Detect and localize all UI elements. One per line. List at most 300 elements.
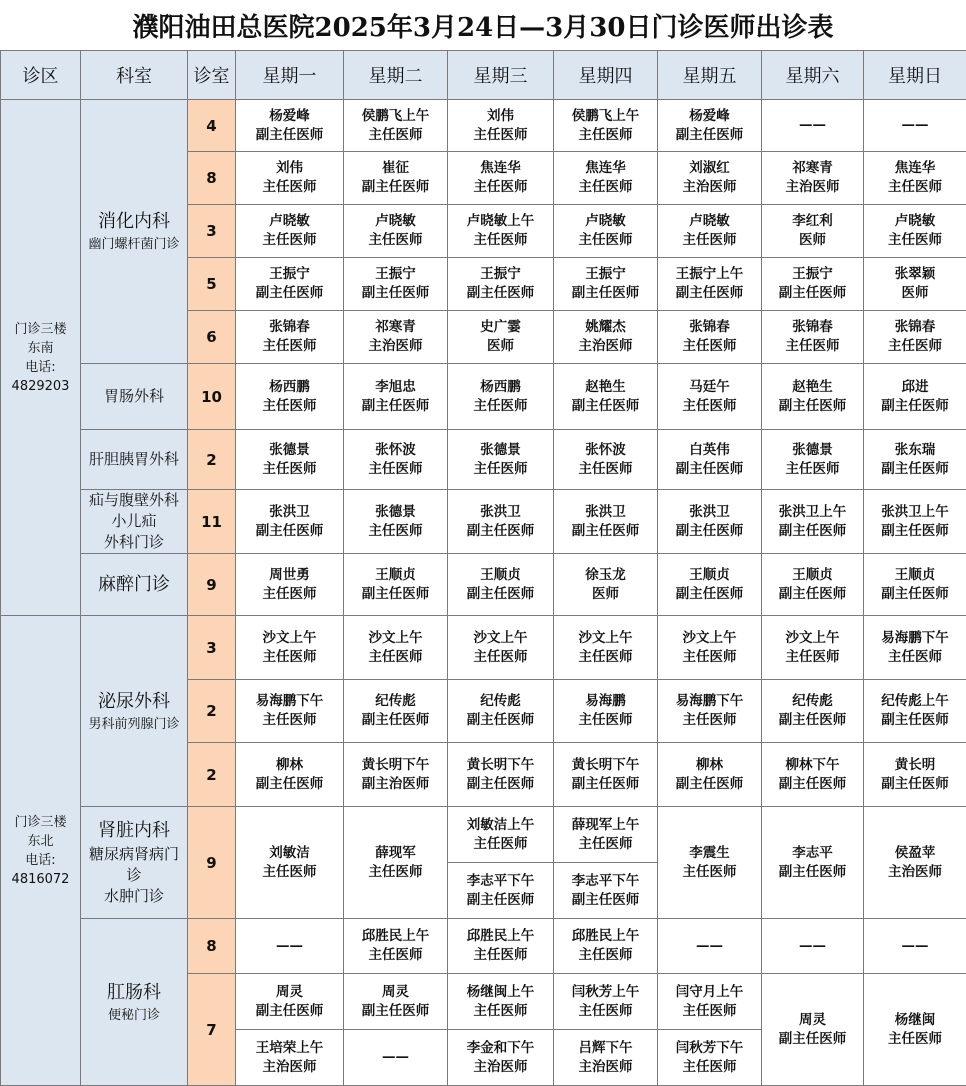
room-number: 6 (188, 311, 236, 364)
doctor-cell (762, 364, 864, 430)
doctor-name: 邱胜民上午 (466, 928, 535, 944)
doctor-cell (448, 205, 554, 258)
doctor-cell (448, 364, 554, 430)
dept-cell (81, 919, 188, 1086)
doctor-name: 周灵 (799, 1011, 826, 1028)
doctor-name: —— (901, 117, 929, 133)
doctor-name: 祁寒青 (375, 319, 416, 335)
page-title: 濮阳油田总医院2025年3月24日—3月30日门诊医师出诊表 (132, 12, 834, 43)
doctor-title: 主任医师 (473, 1002, 528, 1019)
doctor-cell (236, 364, 344, 430)
dept-name: 胃肠外科 (103, 387, 164, 405)
doctor-cell (864, 152, 966, 205)
doctor-cell (554, 616, 658, 680)
doctor-cell (658, 680, 762, 743)
doctor-cell (344, 490, 448, 554)
doctor-cell (864, 974, 966, 1086)
doctor-title: 主治医师 (262, 1058, 317, 1075)
doctor-name: 刘伟 (487, 107, 514, 124)
doctor-cell (236, 490, 344, 554)
doctor-cell (658, 152, 762, 205)
doctor-title: 主任医师 (888, 1030, 942, 1047)
doctor-title: 主治医师 (682, 179, 737, 195)
doctor-name: 黄长明下午 (571, 756, 640, 773)
doctor-name: 崔征 (382, 160, 409, 176)
doctor-title: 主任医师 (578, 179, 633, 195)
doctor-title: 主任医师 (682, 648, 737, 665)
doctor-name: 王顺贞 (480, 566, 521, 583)
doctor-cell (658, 1030, 762, 1086)
doctor-name: 张怀波 (375, 441, 416, 458)
doctor-name: 闫秋芳上午 (571, 983, 640, 1000)
doctor-name: 李旭忠 (375, 378, 416, 395)
doctor-name: 张洪卫上午 (881, 503, 949, 520)
doctor-cell (344, 364, 448, 430)
doctor-name: 白英伟 (689, 441, 730, 458)
doctor-cell (448, 743, 554, 807)
doctor-name: 侯鹏飞上午 (361, 107, 430, 124)
doctor-name: —— (799, 937, 826, 954)
doctor-name: 张洪卫 (689, 503, 730, 520)
doctor-name: 杨爱峰 (689, 107, 730, 124)
doctor-cell (762, 205, 864, 258)
area-line: 东北 (27, 833, 54, 849)
doctor-name: 纪传彪 (375, 693, 416, 709)
table-row (1, 100, 966, 152)
doctor-name: 杨西鹏 (480, 378, 521, 395)
room-number: 8 (188, 919, 236, 974)
doctor-name: —— (799, 117, 826, 133)
doctor-title: 主任医师 (682, 338, 737, 354)
doctor-name: 易海鹏下午 (881, 629, 949, 646)
column-header: 星期三 (448, 51, 554, 100)
doctor-name: 周灵 (382, 983, 409, 1000)
dept-name: 肾脏内科 (98, 820, 170, 841)
doctor-cell (236, 919, 344, 974)
doctor-name: 王振宁 (480, 266, 521, 282)
doctor-name: 张锦春 (269, 319, 310, 335)
doctor-cell (554, 743, 658, 807)
doctor-title: 副主任医师 (361, 397, 430, 414)
room-number: 7 (188, 974, 236, 1086)
doctor-name: 张德景 (480, 441, 521, 458)
doctor-cell (554, 490, 658, 554)
doctor-name: 卢晓敏上午 (466, 213, 535, 229)
doctor-cell (344, 616, 448, 680)
doctor-cell (236, 974, 344, 1030)
doctor-name: 纪传彪 (480, 693, 521, 709)
doctor-name: 李震生 (689, 844, 730, 861)
doctor-name: 卢晓敏 (375, 213, 416, 229)
doctor-name: 闫守月上午 (675, 983, 744, 1000)
doctor-cell (448, 258, 554, 311)
doctor-title: 副主任医师 (571, 522, 640, 539)
doctor-title: 副主任医师 (361, 1002, 430, 1019)
doctor-cell (762, 807, 864, 919)
doctor-cell (864, 554, 966, 616)
dept-name: 麻醉门诊 (98, 573, 170, 595)
doctor-title: 主任医师 (785, 460, 840, 477)
doctor-cell (864, 743, 966, 807)
doctor-cell (762, 311, 864, 364)
doctor-cell (344, 919, 448, 974)
doctor-cell (554, 100, 658, 152)
doctor-cell (344, 258, 448, 311)
dept-sub: 便秘门诊 (107, 1007, 160, 1023)
doctor-title: 副主任医师 (778, 522, 847, 539)
doctor-cell (658, 311, 762, 364)
doctor-title: 副主任医师 (466, 585, 535, 602)
doctor-name: 沙文上午 (578, 629, 633, 646)
doctor-name: 李志平下午 (571, 872, 640, 889)
dept-cell (81, 490, 188, 554)
doctor-cell (236, 258, 344, 311)
doctor-name: 沙文上午 (368, 629, 423, 646)
doctor-cell (554, 680, 658, 743)
doctor-title: 主任医师 (262, 397, 317, 414)
doctor-name: 焦连华 (585, 160, 626, 176)
doctor-name: 张德景 (375, 503, 416, 520)
doctor-cell (864, 616, 966, 680)
doctor-cell (864, 490, 966, 554)
doctor-name: 柳林 (696, 756, 723, 773)
doctor-title: 主任医师 (682, 1058, 737, 1075)
doctor-title: 副主任医师 (571, 891, 640, 908)
column-header: 星期五 (658, 51, 762, 100)
area-line: 4829203 (11, 378, 70, 394)
doctor-cell (344, 807, 448, 919)
doctor-title: 副主任医师 (361, 712, 430, 728)
doctor-name: 易海鹏 (585, 693, 626, 709)
doctor-cell (344, 680, 448, 743)
room-number: 11 (188, 490, 236, 554)
doctor-name: 张锦春 (689, 319, 730, 335)
doctor-title: 副主任医师 (675, 522, 744, 539)
doctor-cell (554, 919, 658, 974)
doctor-cell (448, 554, 554, 616)
doctor-name: —— (901, 937, 929, 954)
doctor-title: 主治医师 (578, 338, 633, 354)
doctor-title: 主任医师 (262, 460, 317, 477)
doctor-title: 主任医师 (888, 179, 942, 195)
dept-name: 肝胆胰胃外科 (88, 450, 179, 468)
doctor-name: 黄长明 (894, 756, 936, 773)
doctor-cell (658, 743, 762, 807)
doctor-name: 邱胜民上午 (571, 928, 640, 944)
doctor-cell (448, 863, 554, 919)
doctor-name: 张东瑞 (894, 441, 936, 458)
doctor-name: 王振宁 (375, 266, 416, 282)
doctor-name: 李金和下午 (466, 1039, 535, 1056)
doctor-title: 医师 (487, 338, 514, 354)
doctor-name: 侯盈苹 (894, 844, 936, 861)
doctor-cell (658, 554, 762, 616)
doctor-name: 柳林 (276, 756, 303, 773)
doctor-cell (344, 974, 448, 1030)
doctor-cell (236, 100, 344, 152)
doctor-name: 张洪卫 (585, 503, 626, 520)
doctor-title: 主任医师 (682, 1002, 737, 1019)
doctor-title: 主任医师 (368, 648, 423, 665)
doctor-cell (864, 807, 966, 919)
area-line: 东南 (27, 340, 54, 356)
doctor-cell (448, 919, 554, 974)
doctor-title: 副主任医师 (466, 712, 535, 728)
doctor-title: 主任医师 (578, 460, 633, 477)
doctor-title: 主任医师 (578, 232, 633, 248)
doctor-name: —— (276, 937, 303, 954)
doctor-title: 副主任医师 (881, 775, 949, 792)
doctor-cell (448, 490, 554, 554)
doctor-title: 副主任医师 (361, 285, 430, 301)
column-header: 科室 (81, 51, 188, 100)
doctor-title: 主任医师 (578, 712, 633, 728)
doctor-name: 黄长明下午 (361, 756, 430, 773)
doctor-cell (554, 863, 658, 919)
doctor-title: 主治医师 (785, 179, 840, 195)
doctor-title: 主任医师 (368, 460, 423, 477)
doctor-title: 副主任医师 (466, 891, 535, 908)
doctor-title: 副主任医师 (675, 285, 744, 301)
doctor-name: 张怀波 (585, 441, 626, 458)
doctor-title: 主任医师 (262, 648, 317, 665)
doctor-title: 副主任医师 (255, 522, 324, 539)
table-row (1, 554, 966, 616)
doctor-name: 焦连华 (894, 160, 936, 176)
doctor-name: 纪传彪 (792, 693, 833, 709)
doctor-name: 邱进 (901, 378, 929, 395)
doctor-name: 易海鹏下午 (255, 693, 324, 709)
doctor-cell (864, 258, 966, 311)
dept-cell (81, 807, 188, 919)
doctor-title: 副主任医师 (778, 712, 847, 728)
doctor-cell (236, 680, 344, 743)
schedule-table (0, 50, 966, 1086)
doctor-cell (448, 311, 554, 364)
dept-cell (81, 616, 188, 807)
room-number: 2 (188, 680, 236, 743)
doctor-name: 刘敏洁 (269, 844, 310, 861)
column-header: 星期一 (236, 51, 344, 100)
doctor-cell (236, 554, 344, 616)
doctor-cell (554, 152, 658, 205)
doctor-name: 赵艳生 (585, 378, 626, 395)
column-header: 诊室 (188, 51, 236, 100)
doctor-title: 主任医师 (262, 338, 317, 354)
doctor-cell (658, 430, 762, 490)
doctor-name: 王振宁 (269, 266, 310, 282)
doctor-name: 焦连华 (480, 160, 521, 176)
doctor-cell (554, 258, 658, 311)
doctor-title: 副主任医师 (361, 179, 430, 195)
doctor-name: 张洪卫 (480, 503, 521, 520)
room-number: 2 (188, 743, 236, 807)
doctor-name: 张德景 (792, 441, 833, 458)
doctor-name: 卢晓敏 (689, 213, 730, 229)
doctor-title: 主任医师 (262, 585, 317, 602)
area-line: 电话: (25, 852, 56, 868)
doctor-name: 卢晓敏 (585, 213, 626, 229)
doctor-cell (236, 205, 344, 258)
doctor-cell (864, 311, 966, 364)
doctor-name: 沙文上午 (262, 629, 317, 646)
doctor-title: 副主任医师 (675, 775, 744, 792)
doctor-title: 主任医师 (473, 397, 528, 414)
doctor-name: 周灵 (276, 983, 303, 1000)
doctor-cell (554, 974, 658, 1030)
doctor-cell (344, 100, 448, 152)
doctor-name: 王顺贞 (792, 566, 833, 583)
doctor-name: 张翠颖 (894, 266, 936, 282)
doctor-title: 主治医师 (578, 1058, 633, 1075)
doctor-name: 王顺贞 (894, 566, 936, 583)
doctor-cell (344, 743, 448, 807)
doctor-cell (344, 554, 448, 616)
doctor-name: 王顺贞 (375, 566, 416, 583)
doctor-title: 副主任医师 (675, 460, 744, 477)
doctor-name: 邱胜民上午 (361, 928, 430, 944)
doctor-name: 杨爱峰 (269, 107, 310, 124)
doctor-name: 沙文上午 (785, 629, 840, 646)
doctor-cell (448, 807, 554, 863)
doctor-title: 主任医师 (473, 232, 528, 248)
doctor-name: 王振宁 (585, 266, 626, 282)
doctor-cell (658, 100, 762, 152)
dept-cell (81, 430, 188, 490)
doctor-cell (236, 311, 344, 364)
doctor-cell (448, 616, 554, 680)
dept-sub: 男科前列腺门诊 (88, 716, 180, 732)
dept-sub: 幽门螺杆菌门诊 (88, 237, 180, 252)
doctor-title: 副主任医师 (881, 712, 949, 728)
doctor-cell (554, 311, 658, 364)
doctor-name: 王顺贞 (689, 566, 730, 583)
room-number: 8 (188, 152, 236, 205)
doctor-cell (554, 1030, 658, 1086)
dept-sub: 诊 (126, 866, 142, 884)
doctor-name: 易海鹏下午 (675, 693, 744, 709)
doctor-title: 副主任医师 (675, 585, 744, 602)
doctor-cell (554, 554, 658, 616)
doctor-name: 张洪卫 (269, 503, 310, 520)
doctor-name: 史广霎 (480, 319, 521, 335)
doctor-name: 刘淑红 (689, 160, 730, 176)
doctor-title: 副主任医师 (466, 775, 535, 792)
doctor-cell (236, 616, 344, 680)
room-number: 3 (188, 205, 236, 258)
doctor-name: 赵艳生 (792, 378, 833, 395)
doctor-cell (762, 919, 864, 974)
dept-name: 肛肠科 (107, 981, 161, 1003)
doctor-cell (658, 490, 762, 554)
doctor-title: 副主任医师 (571, 285, 640, 301)
doctor-name: 张德景 (269, 441, 310, 458)
doctor-cell (762, 974, 864, 1086)
doctor-title: 主任医师 (473, 126, 528, 143)
doctor-title: 副主治医师 (361, 775, 430, 792)
doctor-title: 副主任医师 (255, 1002, 324, 1019)
doctor-title: 主任医师 (578, 835, 633, 852)
doctor-title: 主任医师 (262, 232, 317, 248)
doctor-title: 副主任医师 (778, 775, 847, 792)
doctor-title: 主任医师 (578, 947, 633, 963)
doctor-cell (344, 430, 448, 490)
doctor-cell (864, 430, 966, 490)
doctor-title: 主任医师 (262, 863, 317, 880)
doctor-cell (344, 1030, 448, 1086)
doctor-cell (762, 430, 864, 490)
doctor-title: 主任医师 (785, 648, 840, 665)
doctor-cell (554, 807, 658, 863)
doctor-cell (554, 364, 658, 430)
doctor-name: 李志平 (792, 844, 833, 861)
column-header: 星期六 (762, 51, 864, 100)
doctor-title: 副主任医师 (881, 397, 949, 414)
doctor-title: 副主任医师 (778, 585, 847, 602)
dept-name: 小儿疝 (111, 512, 157, 530)
doctor-cell (236, 430, 344, 490)
doctor-title: 医师 (592, 585, 619, 602)
area-cell (1, 100, 81, 616)
doctor-cell (864, 100, 966, 152)
area-line: 电话: (25, 359, 56, 375)
doctor-name: 李红利 (792, 213, 833, 229)
doctor-name: 纪传彪上午 (881, 693, 949, 709)
doctor-title: 主任医师 (368, 947, 423, 963)
doctor-title: 副主任医师 (675, 126, 744, 143)
dept-name: 外科门诊 (103, 533, 164, 551)
doctor-cell (762, 258, 864, 311)
doctor-title: 副主任医师 (778, 397, 847, 414)
doctor-cell (236, 1030, 344, 1086)
doctor-title: 副主任医师 (466, 285, 535, 301)
doctor-cell (658, 258, 762, 311)
doctor-title: 主任医师 (888, 232, 942, 248)
doctor-name: 闫秋芳下午 (675, 1039, 744, 1056)
doctor-name: 徐玉龙 (585, 566, 626, 583)
doctor-title: 副主任医师 (466, 522, 535, 539)
doctor-title: 主治医师 (368, 338, 423, 354)
doctor-cell (344, 152, 448, 205)
column-header: 诊区 (1, 51, 81, 100)
doctor-name: —— (382, 1049, 409, 1065)
area-cell (1, 616, 81, 1086)
doctor-title: 副主任医师 (571, 775, 640, 792)
doctor-cell (236, 152, 344, 205)
doctor-title: 主任医师 (262, 712, 317, 728)
doctor-name: 周世勇 (269, 566, 310, 583)
table-row (1, 616, 966, 680)
doctor-cell (236, 743, 344, 807)
doctor-title: 主任医师 (578, 126, 633, 143)
doctor-title: 医师 (799, 232, 826, 248)
doctor-name: 李志平下午 (466, 872, 535, 889)
doctor-title: 副主任医师 (571, 397, 640, 414)
doctor-name: 张洪卫上午 (778, 503, 847, 520)
doctor-title: 副主任医师 (255, 775, 324, 792)
doctor-title: 主任医师 (473, 179, 528, 195)
dept-sub: 水肿门诊 (103, 887, 164, 905)
doctor-name: 薛现军 (375, 844, 416, 861)
table-row (1, 430, 966, 490)
doctor-title: 主任医师 (473, 947, 528, 963)
doctor-name: 刘伟 (276, 160, 303, 176)
doctor-name: 卢晓敏 (269, 213, 310, 229)
column-header: 星期日 (864, 51, 966, 100)
doctor-cell (658, 364, 762, 430)
doctor-name: 薛现军上午 (571, 816, 640, 833)
table-row (1, 490, 966, 554)
